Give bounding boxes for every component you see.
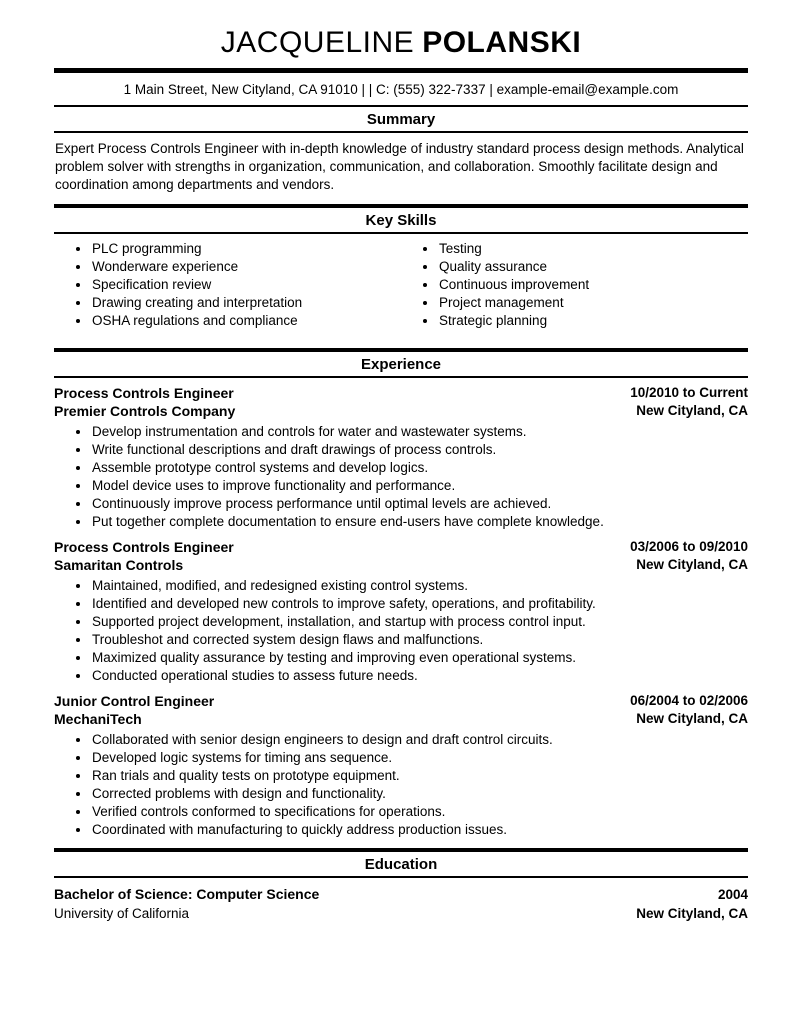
job-location: New Cityland, CA: [636, 556, 748, 572]
job-dates-location: [630, 538, 748, 574]
job-bullet: • Maintained, modified, and redesigned existing control systems.: [91, 577, 748, 595]
skills-column-right: [401, 240, 748, 330]
job-bullet: • Verified controls conformed to specifications for operations.: [91, 803, 748, 821]
skill-item: • Strategic planning: [438, 312, 748, 330]
job-header: [54, 692, 748, 728]
job-bullet: • Ran trials and quality tests on prototype equipment.: [91, 767, 748, 785]
job-bullet: • Assemble prototype control systems and develop logics.: [91, 459, 748, 477]
key-skills-heading: Key Skills: [365, 211, 437, 229]
section-summary: [54, 105, 748, 195]
skill-item: • Drawing creating and interpretation: [91, 294, 401, 312]
job-location: New Cityland, CA: [636, 710, 748, 726]
section-experience: [54, 348, 748, 839]
job-entry: [54, 384, 748, 531]
skill-item: • PLC programming: [91, 240, 401, 258]
skill-item: • Specification review: [91, 276, 401, 294]
job-company: Premier Controls Company: [54, 402, 236, 419]
skill-item: • Continuous improvement: [438, 276, 748, 294]
job-bullet-list: [54, 731, 748, 839]
skill-item: • Quality assurance: [438, 258, 748, 276]
job-bullet: • Corrected problems with design and functionality.: [91, 785, 748, 803]
summary-text: Expert Process Controls Engineer with in-depth knowledge of industry standard process design methods. Analytical problem solver with strengths in organization, communication, and collaboration. Smoothly facilitate design and coordination among departments and vendors.: [55, 140, 744, 193]
job-title: Process Controls Engineer: [54, 384, 234, 401]
experience-heading: Experience: [360, 355, 442, 373]
job-dates: 03/2006 to 09/2010: [630, 538, 748, 554]
education-entry: [54, 885, 748, 923]
job-bullet-list: [54, 577, 748, 685]
section-education: [54, 848, 748, 923]
job-bullet: • Maximized quality assurance by testing and improving even operational systems.: [91, 649, 748, 667]
job-header: [54, 538, 748, 574]
job-bullet: • Supported project development, installation, and startup with process control input.: [91, 613, 748, 631]
job-title: Process Controls Engineer: [54, 538, 234, 555]
skill-item: • OSHA regulations and compliance: [91, 312, 401, 330]
summary-heading: Summary: [366, 110, 436, 128]
summary-heading-rule: [54, 131, 748, 133]
job-bullet-list: [54, 423, 748, 531]
candidate-last-name: POLANSKI: [422, 26, 582, 59]
education-degree-row: [54, 885, 748, 904]
job-bullet: • Developed logic systems for timing ans sequence.: [91, 749, 748, 767]
job-bullet: • Put together complete documentation to ensure end-users have complete knowledge.: [91, 513, 748, 531]
job-company: MechaniTech: [54, 710, 142, 727]
job-bullet: • Coordinated with manufacturing to quickly address production issues.: [91, 821, 748, 839]
resume-header: [54, 26, 748, 105]
school-location: New Cityland, CA: [636, 905, 748, 921]
job-header: [54, 384, 748, 420]
job-bullet: • Continuously improve process performance until optimal levels are achieved.: [91, 495, 748, 513]
candidate-name: [54, 26, 748, 61]
contact-line: 1 Main Street, New Cityland, CA 91010 | | C: (555) 322-7337 | example-email@example.com: [123, 81, 679, 97]
job-bullet: • Write functional descriptions and draft drawings of process controls.: [91, 441, 748, 459]
education-heading-rule: [54, 876, 748, 878]
school-name: University of California: [54, 905, 190, 921]
job-dates-location: [630, 692, 748, 728]
job-bullet: • Develop instrumentation and controls for water and wastewater systems.: [91, 423, 748, 441]
skill-item: • Wonderware experience: [91, 258, 401, 276]
skill-item: • Project management: [438, 294, 748, 312]
candidate-first-name: JACQUELINE: [220, 26, 415, 59]
job-entry: [54, 692, 748, 839]
job-title-company: [54, 692, 214, 728]
job-bullet: • Collaborated with senior design engineers to design and draft control circuits.: [91, 731, 748, 749]
job-dates: 06/2004 to 02/2006: [630, 692, 748, 708]
skills-column-left: [54, 240, 401, 330]
job-dates-location: [630, 384, 748, 420]
job-dates: 10/2010 to Current: [630, 384, 748, 400]
education-heading: Education: [364, 855, 438, 873]
job-bullet: • Model device uses to improve functionality and performance.: [91, 477, 748, 495]
skill-item: • Testing: [438, 240, 748, 258]
job-title: Junior Control Engineer: [54, 692, 215, 709]
skills-columns: [54, 234, 748, 339]
education-school-row: [54, 904, 748, 923]
job-title-company: [54, 538, 234, 574]
degree-title: Bachelor of Science: Computer Science: [54, 885, 320, 902]
job-entry: [54, 538, 748, 685]
experience-heading-rule: [54, 376, 748, 378]
job-title-company: [54, 384, 235, 420]
section-key-skills: [54, 204, 748, 339]
graduation-year: 2004: [717, 886, 748, 902]
job-bullet: • Identified and developed new controls to improve safety, operations, and profitability.: [91, 595, 748, 613]
job-bullet: • Troubleshot and corrected system design flaws and malfunctions.: [91, 631, 748, 649]
job-bullet: • Conducted operational studies to assess future needs.: [91, 667, 748, 685]
job-company: Samaritan Controls: [54, 556, 184, 573]
job-location: New Cityland, CA: [636, 402, 748, 418]
